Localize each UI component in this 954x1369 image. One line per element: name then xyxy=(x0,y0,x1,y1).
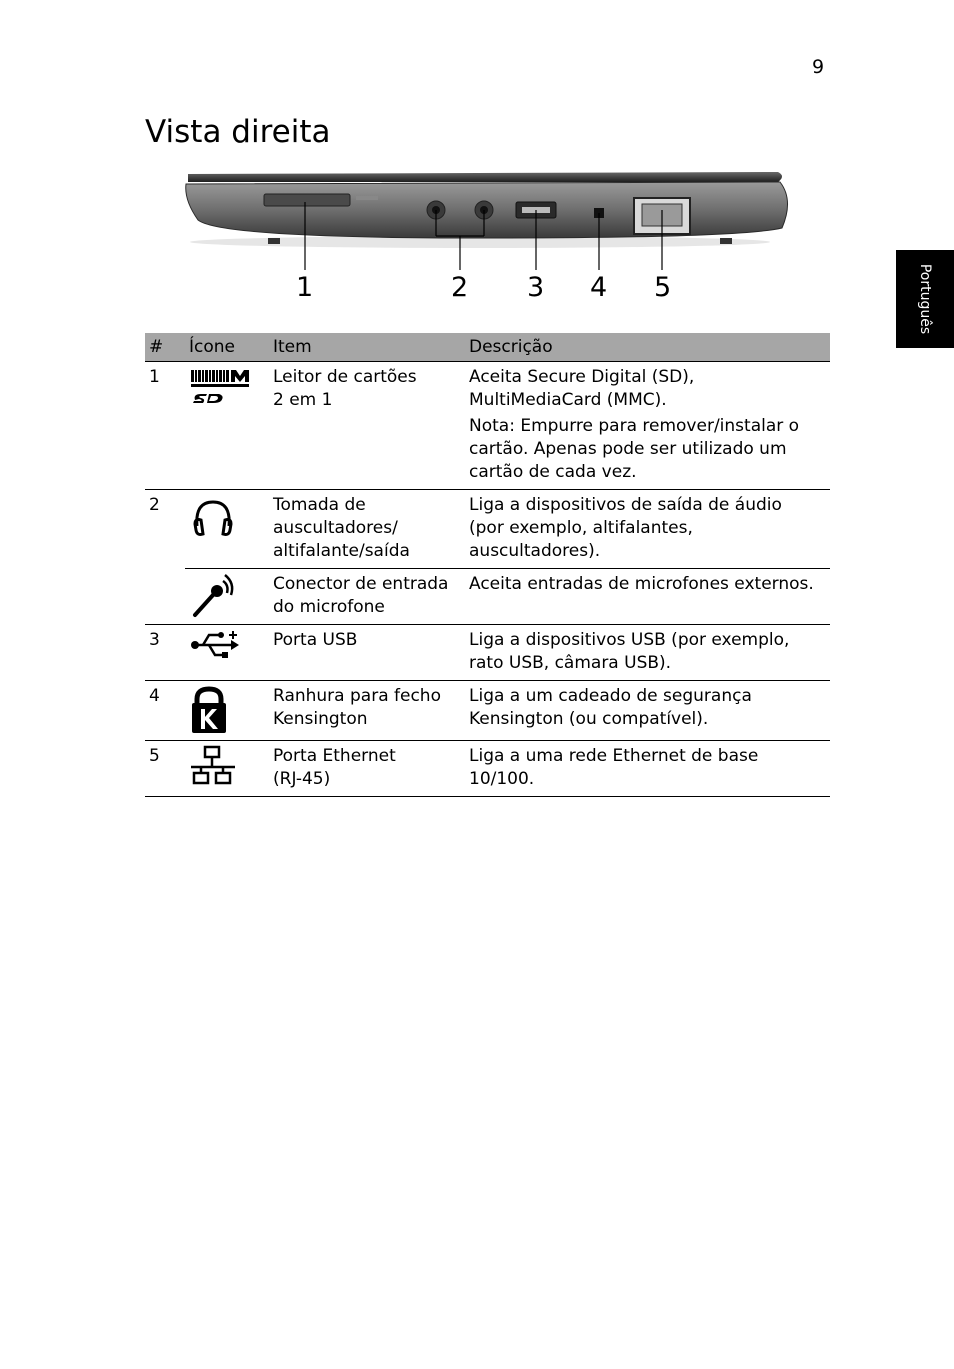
item-line: Tomada de xyxy=(273,495,366,515)
header-item: Item xyxy=(269,333,465,362)
item-line: do microfone xyxy=(273,597,385,617)
ethernet-icon xyxy=(189,745,237,787)
laptop-right-side-illustration xyxy=(180,160,800,250)
item-line: altifalante/saída xyxy=(273,541,410,561)
note-text: cartão. Apenas pode ser utilizado um xyxy=(469,439,787,459)
note xyxy=(469,415,826,438)
table-row xyxy=(145,490,830,569)
microphone-icon xyxy=(189,573,237,619)
desc-line: Kensington (ou compatível). xyxy=(469,709,709,729)
ports-table xyxy=(145,333,830,797)
table-row xyxy=(145,569,830,625)
item-line: 2 em 1 xyxy=(273,390,333,410)
note-label: Nota: xyxy=(469,416,515,436)
callout-leaders xyxy=(180,250,800,274)
item-line: Porta Ethernet xyxy=(273,746,396,766)
row-number: 2 xyxy=(145,490,185,569)
header-number: # xyxy=(145,333,185,362)
desc-line: (por exemplo, altifalantes, auscultadores). xyxy=(469,518,693,561)
item-line: auscultadores/ xyxy=(273,518,398,538)
row-number: 5 xyxy=(145,741,185,797)
note-text: Empurre para remover/instalar o xyxy=(520,416,800,436)
desc-line: MultiMediaCard (MMC). xyxy=(469,390,667,410)
row-number: 3 xyxy=(145,625,185,681)
callout-4: 4 xyxy=(590,272,608,303)
table-row xyxy=(145,741,830,797)
desc-line: Aceita entradas de microfones externos. xyxy=(469,574,814,594)
desc-line: Liga a um cadeado de segurança xyxy=(469,686,752,706)
item-line: (RJ-45) xyxy=(273,769,331,789)
desc-line: Liga a dispositivos de saída de áudio xyxy=(469,495,782,515)
note-text: cartão de cada vez. xyxy=(469,462,637,482)
language-tab-label: Português xyxy=(917,263,933,335)
table-row xyxy=(145,681,830,741)
callout-1: 1 xyxy=(296,272,314,303)
kensington-lock-icon xyxy=(189,685,229,735)
item-line: Conector de entrada xyxy=(273,574,449,594)
callout-5: 5 xyxy=(654,272,672,303)
table-header-row xyxy=(145,333,830,362)
item-line: Ranhura para fecho xyxy=(273,686,441,706)
headphones-icon xyxy=(189,494,237,542)
page-title: Vista direita xyxy=(145,114,331,150)
desc-line: Liga a dispositivos USB (por exemplo, xyxy=(469,630,790,650)
desc-line: Aceita Secure Digital (SD), xyxy=(469,367,695,387)
row-number: 4 xyxy=(145,681,185,741)
page-number: 9 xyxy=(812,56,825,78)
row-number xyxy=(145,569,185,625)
desc-line: rato USB, câmara USB). xyxy=(469,653,672,673)
item-line: Leitor de cartões xyxy=(273,367,417,387)
table-row xyxy=(145,362,830,490)
item-line: Kensington xyxy=(273,709,368,729)
item-line: Porta USB xyxy=(273,630,358,650)
header-icon: Ícone xyxy=(185,333,269,362)
callout-2: 2 xyxy=(451,272,469,303)
multimediacard-sd-icon xyxy=(189,366,253,406)
usb-icon xyxy=(189,629,241,659)
callout-3: 3 xyxy=(527,272,545,303)
language-tab xyxy=(896,250,954,348)
row-number: 1 xyxy=(149,367,160,387)
desc-line: Liga a uma rede Ethernet de base 10/100. xyxy=(469,746,759,789)
header-description: Descrição xyxy=(465,333,830,362)
table-row xyxy=(145,625,830,681)
